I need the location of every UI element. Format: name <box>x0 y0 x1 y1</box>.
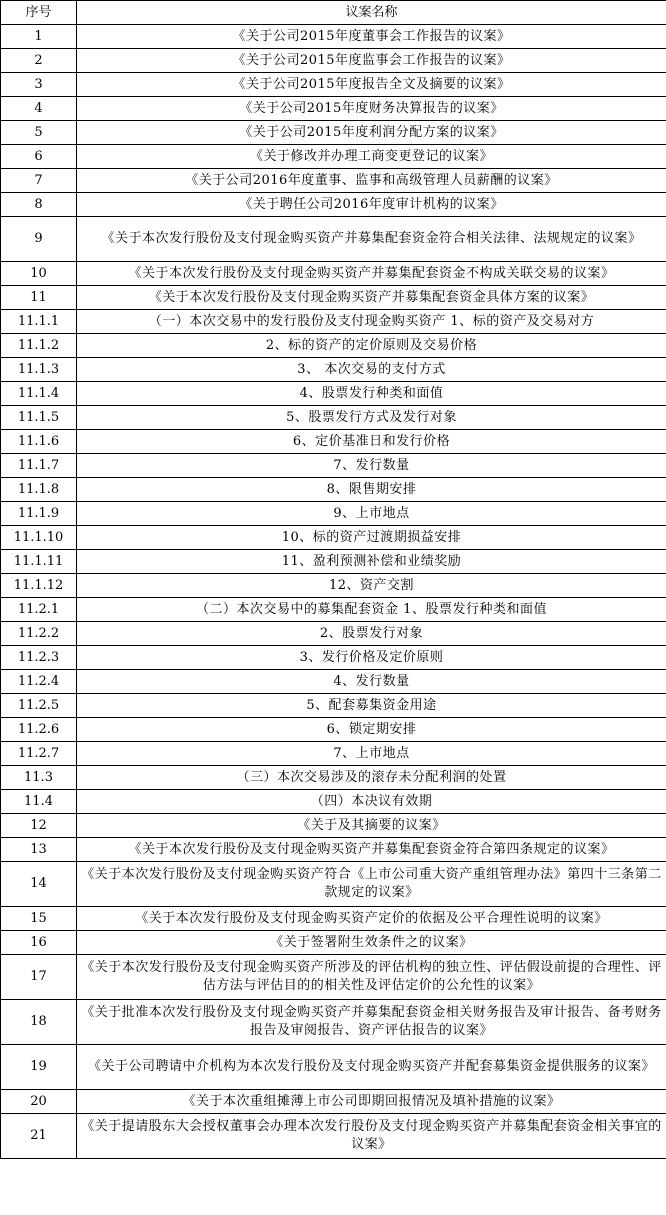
table-row <box>1 550 666 574</box>
row-proposal-name: 3、 本次交易的支付方式 <box>77 358 666 382</box>
table-row <box>1 169 666 193</box>
table-row <box>1 931 666 955</box>
table-row <box>1 193 666 217</box>
row-proposal-name: 2、标的资产的定价原则及交易价格 <box>77 334 666 358</box>
row-proposal-name: 5、股票发行方式及发行对象 <box>77 406 666 430</box>
row-seq: 11.1.7 <box>1 454 77 478</box>
row-proposal-name: 《关于公司2015年度监事会工作报告的议案》 <box>77 49 666 73</box>
row-seq: 17 <box>1 955 77 1000</box>
row-proposal-name: 《关于本次发行股份及支付现金购买资产并募集配套资金符合第四条规定的议案》 <box>77 838 666 862</box>
table-row <box>1 430 666 454</box>
row-seq: 11.1.8 <box>1 478 77 502</box>
row-seq: 4 <box>1 97 77 121</box>
table-row <box>1 454 666 478</box>
row-proposal-name: 9、上市地点 <box>77 502 666 526</box>
row-proposal-name: 2、股票发行对象 <box>77 622 666 646</box>
table-row <box>1 262 666 286</box>
row-seq: 11.1.6 <box>1 430 77 454</box>
row-seq: 9 <box>1 217 77 262</box>
table-row <box>1 502 666 526</box>
table-row <box>1 1000 666 1045</box>
row-seq: 11.2.6 <box>1 718 77 742</box>
row-proposal-name: 《关于签署附生效条件之的议案》 <box>77 931 666 955</box>
row-seq: 18 <box>1 1000 77 1045</box>
row-seq: 21 <box>1 1114 77 1159</box>
row-proposal-name: 《关于聘任公司2016年度审计机构的议案》 <box>77 193 666 217</box>
row-seq: 19 <box>1 1045 77 1090</box>
table-row <box>1 97 666 121</box>
table-row <box>1 73 666 97</box>
table-row <box>1 25 666 49</box>
row-seq: 14 <box>1 862 77 907</box>
table-row <box>1 382 666 406</box>
row-seq: 11.1.2 <box>1 334 77 358</box>
row-seq: 11.1.12 <box>1 574 77 598</box>
table-row <box>1 814 666 838</box>
row-proposal-name: 《关于本次重组摊薄上市公司即期回报情况及填补措施的议案》 <box>77 1090 666 1114</box>
row-seq: 3 <box>1 73 77 97</box>
row-seq: 11.4 <box>1 790 77 814</box>
row-proposal-name: 4、发行数量 <box>77 670 666 694</box>
row-proposal-name: 6、锁定期安排 <box>77 718 666 742</box>
row-proposal-name: 6、定价基准日和发行价格 <box>77 430 666 454</box>
row-proposal-name: 《关于本次发行股份及支付现金购买资产并募集配套资金具体方案的议案》 <box>77 286 666 310</box>
row-proposal-name: 《关于本次发行股份及支付现金购买资产所涉及的评估机构的独立性、评估假设前提的合理性、评估方法与评估目的的相关性及评估定价的公允性的议案》 <box>77 955 666 1000</box>
row-proposal-name: 《关于公司聘请中介机构为本次发行股份及支付现金购买资产并配套募集资金提供服务的议案》 <box>77 1045 666 1090</box>
row-proposal-name: （二）本次交易中的募集配套资金 1、股票发行种类和面值 <box>77 598 666 622</box>
row-proposal-name: 8、限售期安排 <box>77 478 666 502</box>
row-proposal-name: 11、盈利预测补偿和业绩奖励 <box>77 550 666 574</box>
table-row <box>1 286 666 310</box>
row-proposal-name: 《关于提请股东大会授权董事会办理本次发行股份及支付现金购买资产并募集配套资金相关事宜的议案》 <box>77 1114 666 1159</box>
row-proposal-name: （三）本次交易涉及的滚存未分配利润的处置 <box>77 766 666 790</box>
table-row <box>1 718 666 742</box>
table-row <box>1 49 666 73</box>
table-row <box>1 121 666 145</box>
row-seq: 10 <box>1 262 77 286</box>
row-seq: 5 <box>1 121 77 145</box>
table-row <box>1 1090 666 1114</box>
table-row <box>1 907 666 931</box>
row-seq: 11.1.3 <box>1 358 77 382</box>
table-row <box>1 145 666 169</box>
row-seq: 15 <box>1 907 77 931</box>
row-seq: 11.2.4 <box>1 670 77 694</box>
row-proposal-name: 12、资产交割 <box>77 574 666 598</box>
row-proposal-name: （一）本次交易中的发行股份及支付现金购买资产 1、标的资产及交易对方 <box>77 310 666 334</box>
row-proposal-name: 《关于批准本次发行股份及支付现金购买资产并募集配套资金相关财务报告及审计报告、备考财务报告及审阅报告、资产评估报告的议案》 <box>77 1000 666 1045</box>
table-row <box>1 622 666 646</box>
row-seq: 11.2.7 <box>1 742 77 766</box>
row-proposal-name: 3、发行价格及定价原则 <box>77 646 666 670</box>
table-row <box>1 694 666 718</box>
row-proposal-name: 《关于公司2015年度财务决算报告的议案》 <box>77 97 666 121</box>
row-proposal-name: 7、上市地点 <box>77 742 666 766</box>
row-seq: 11.2.2 <box>1 622 77 646</box>
row-proposal-name: 《关于修改并办理工商变更登记的议案》 <box>77 145 666 169</box>
table-row <box>1 766 666 790</box>
row-proposal-name: 《关于公司2015年度董事会工作报告的议案》 <box>77 25 666 49</box>
row-seq: 11.2.1 <box>1 598 77 622</box>
table-row <box>1 1045 666 1090</box>
row-seq: 11.1.5 <box>1 406 77 430</box>
row-proposal-name: 《关于本次发行股份及支付现金购买资产定价的依据及公平合理性说明的议案》 <box>77 907 666 931</box>
row-proposal-name: 《关于本次发行股份及支付现金购买资产并募集配套资金不构成关联交易的议案》 <box>77 262 666 286</box>
table-row <box>1 598 666 622</box>
table-row <box>1 670 666 694</box>
table-row <box>1 526 666 550</box>
table-row <box>1 646 666 670</box>
row-seq: 7 <box>1 169 77 193</box>
row-seq: 11 <box>1 286 77 310</box>
header-row <box>1 1 666 25</box>
row-seq: 11.1.9 <box>1 502 77 526</box>
row-seq: 11.1.11 <box>1 550 77 574</box>
row-proposal-name: 《关于本次发行股份及支付现金购买资产符合《上市公司重大资产重组管理办法》第四十三条第二款规定的议案》 <box>77 862 666 907</box>
row-proposal-name: 《关于公司2015年度利润分配方案的议案》 <box>77 121 666 145</box>
table-row <box>1 217 666 262</box>
row-seq: 11.1.1 <box>1 310 77 334</box>
row-proposal-name: 5、配套募集资金用途 <box>77 694 666 718</box>
row-seq: 16 <box>1 931 77 955</box>
row-proposal-name: 《关于及其摘要的议案》 <box>77 814 666 838</box>
table-row <box>1 478 666 502</box>
table-row <box>1 955 666 1000</box>
row-seq: 8 <box>1 193 77 217</box>
table-row <box>1 862 666 907</box>
row-seq: 11.1.10 <box>1 526 77 550</box>
row-proposal-name: 10、标的资产过渡期损益安排 <box>77 526 666 550</box>
row-seq: 11.1.4 <box>1 382 77 406</box>
table-row <box>1 334 666 358</box>
row-seq: 11.2.3 <box>1 646 77 670</box>
table-row <box>1 310 666 334</box>
row-proposal-name: 《关于公司2015年度报告全文及摘要的议案》 <box>77 73 666 97</box>
row-proposal-name: 《关于本次发行股份及支付现金购买资产并募集配套资金符合相关法律、法规规定的议案》 <box>77 217 666 262</box>
table-row <box>1 1114 666 1159</box>
header-seq: 序号 <box>1 1 77 25</box>
row-seq: 20 <box>1 1090 77 1114</box>
table-row <box>1 838 666 862</box>
table-row <box>1 406 666 430</box>
table-body <box>1 25 666 1159</box>
row-seq: 11.2.5 <box>1 694 77 718</box>
header-name: 议案名称 <box>77 1 666 25</box>
row-seq: 12 <box>1 814 77 838</box>
table-row <box>1 742 666 766</box>
row-seq: 2 <box>1 49 77 73</box>
table-row <box>1 358 666 382</box>
table-row <box>1 574 666 598</box>
row-seq: 6 <box>1 145 77 169</box>
row-proposal-name: 7、发行数量 <box>77 454 666 478</box>
row-seq: 11.3 <box>1 766 77 790</box>
row-proposal-name: （四）本决议有效期 <box>77 790 666 814</box>
row-seq: 13 <box>1 838 77 862</box>
row-proposal-name: 4、股票发行种类和面值 <box>77 382 666 406</box>
table-row <box>1 790 666 814</box>
row-proposal-name: 《关于公司2016年度董事、监事和高级管理人员薪酬的议案》 <box>77 169 666 193</box>
row-seq: 1 <box>1 25 77 49</box>
